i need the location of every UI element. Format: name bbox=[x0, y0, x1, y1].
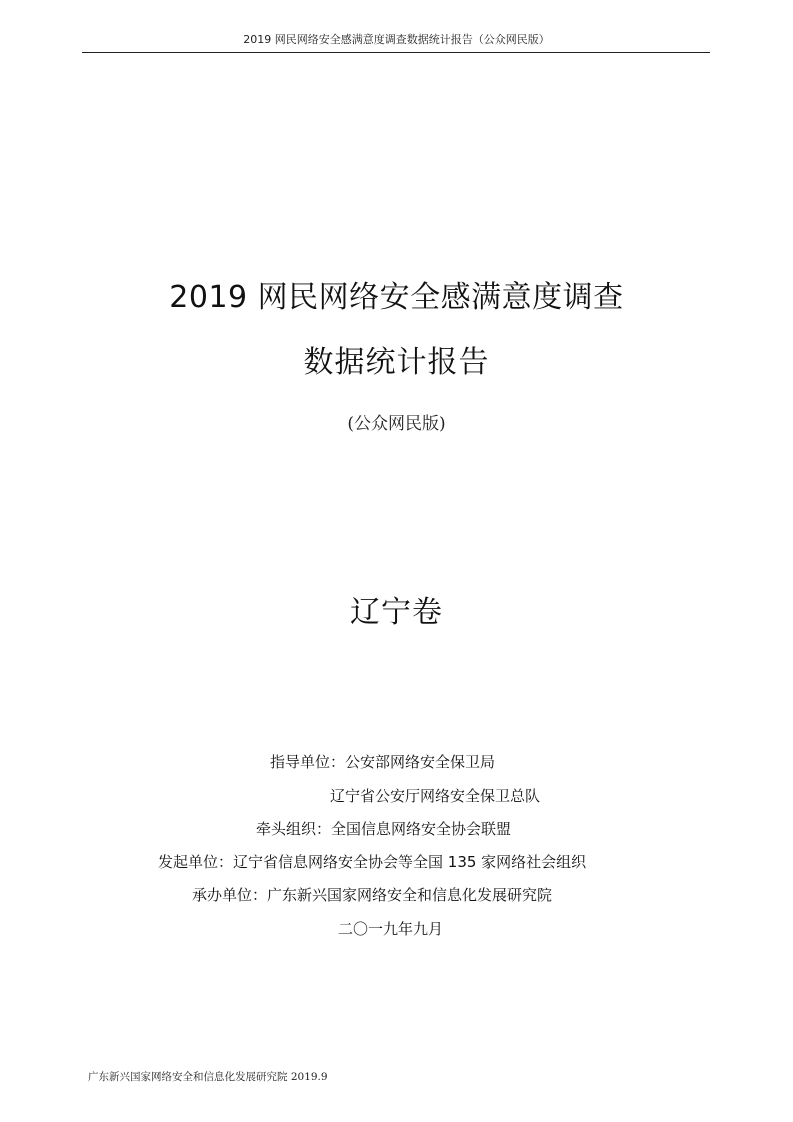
report-title-line1: 2019 网民网络安全感满意度调查 bbox=[169, 280, 624, 315]
organizing-unit: 承办单位：广东新兴国家网络安全和信息化发展研究院 bbox=[192, 886, 553, 904]
page-footer: 广东新兴国家网络安全和信息化发展研究院 2019.9 bbox=[88, 1071, 328, 1083]
guidance-unit: 指导单位：公安部网络安全保卫局 bbox=[270, 753, 496, 771]
header-divider bbox=[82, 52, 710, 53]
running-header: 2019 网民网络安全感满意度调查数据统计报告（公众网民版） bbox=[243, 33, 550, 46]
report-title-line2: 数据统计报告 bbox=[303, 345, 490, 380]
lead-organization: 牵头组织：全国信息网络安全协会联盟 bbox=[256, 820, 512, 838]
initiating-units: 发起单位：辽宁省信息网络安全协会等全国 135 家网络社会组织 bbox=[158, 853, 587, 871]
guidance-unit-secondary: 辽宁省公安厅网络安全保卫总队 bbox=[330, 787, 541, 805]
publication-date: 二〇一九年九月 bbox=[338, 920, 444, 938]
volume-title: 辽宁卷 bbox=[350, 595, 443, 630]
edition-subtitle: (公众网民版) bbox=[347, 414, 446, 434]
